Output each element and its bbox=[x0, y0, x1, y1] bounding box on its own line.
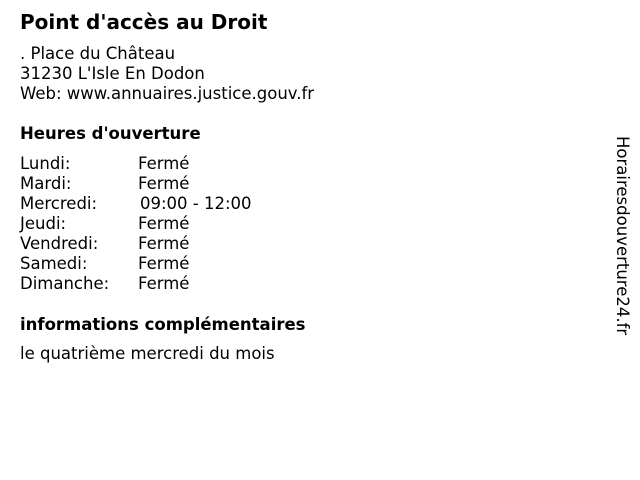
day-status: Fermé bbox=[138, 154, 190, 173]
day-status: Fermé bbox=[138, 174, 190, 193]
day-label: Samedi: bbox=[20, 254, 88, 273]
opening-hours-table bbox=[20, 154, 252, 294]
opening-hours-heading: Heures d'ouverture bbox=[20, 124, 201, 143]
additional-info-text: le quatrième mercredi du mois bbox=[20, 344, 275, 363]
address-block bbox=[20, 44, 314, 104]
day-status: Fermé bbox=[138, 254, 190, 273]
address-city: 31230 L'Isle En Dodon bbox=[20, 64, 205, 83]
day-label: Dimanche: bbox=[20, 274, 110, 293]
hours-row-tuesday bbox=[20, 174, 252, 194]
day-label: Vendredi: bbox=[20, 234, 99, 253]
hours-row-friday bbox=[20, 234, 252, 254]
day-status: Fermé bbox=[138, 234, 190, 253]
day-status: Fermé bbox=[138, 214, 190, 233]
hours-row-monday bbox=[20, 154, 252, 174]
day-label: Lundi: bbox=[20, 154, 71, 173]
hours-row-sunday bbox=[20, 274, 252, 294]
site-watermark: Horairesdouverture24.fr bbox=[613, 136, 632, 336]
hours-row-saturday bbox=[20, 254, 252, 274]
day-status: 09:00 - 12:00 bbox=[140, 194, 252, 213]
hours-row-thursday bbox=[20, 214, 252, 234]
day-label: Mardi: bbox=[20, 174, 72, 193]
day-label: Mercredi: bbox=[20, 194, 98, 213]
address-web: Web: www.annuaires.justice.gouv.fr bbox=[20, 84, 315, 103]
day-label: Jeudi: bbox=[20, 214, 67, 233]
page-title: Point d'accès au Droit bbox=[20, 10, 268, 34]
additional-info-heading: informations complémentaires bbox=[20, 315, 306, 334]
day-status: Fermé bbox=[138, 274, 190, 293]
address-street: . Place du Château bbox=[20, 44, 176, 63]
hours-row-wednesday bbox=[20, 194, 252, 214]
